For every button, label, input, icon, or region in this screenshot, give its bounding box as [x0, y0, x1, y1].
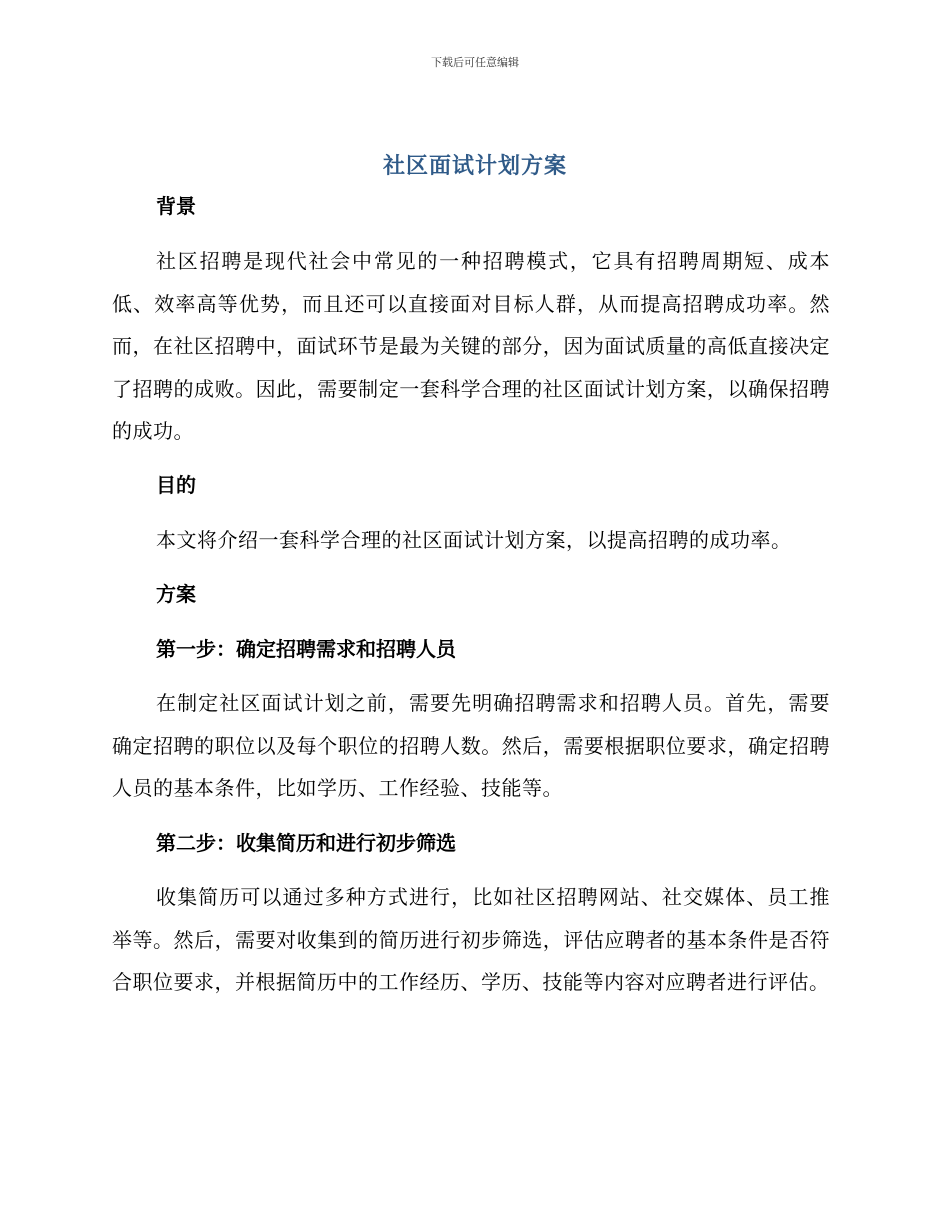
paragraph-step-one: 在制定社区面试计划之前，需要先明确招聘需求和招聘人员。首先，需要确定招聘的职位以及每个职位的招聘人数。然后，需要根据职位要求，确定招聘人员的基本条件，比如学历、工作经验、技能等。 [112, 691, 830, 800]
heading-purpose: 目的 [156, 473, 196, 497]
heading-step-one: 第一步：确定招聘需求和招聘人员 [156, 637, 456, 661]
heading-step-two: 第二步：收集简历和进行初步筛选 [156, 831, 456, 855]
header-note: 下载后可任意编辑 [431, 56, 519, 69]
document-title: 社区面试计划方案 [382, 154, 567, 179]
paragraph-purpose: 本文将介绍一套科学合理的社区面试计划方案，以提高招聘的成功率。 [156, 528, 792, 552]
paragraph-background: 社区招聘是现代社会中常见的一种招聘模式，它具有招聘周期短、成本低、效率高等优势，而且还可以直接面对目标人群，从而提高招聘成功率。然而，在社区招聘中，面试环节是最为关键的部分，因为面试质量的高低直接决定了招聘的成败。因此，需要制定一套科学合理的社区面试计划方案，以确保招聘的成功。 [112, 249, 830, 443]
heading-plan: 方案 [156, 582, 196, 606]
paragraph-step-two: 收集简历可以通过多种方式进行，比如社区招聘网站、社交媒体、员工推举等。然后，需要对收集到的简历进行初步筛选，评估应聘者的基本条件是否符合职位要求，并根据简历中的工作经历、学历、技能等内容对应聘者进行评估。 [112, 885, 830, 994]
heading-background: 背景 [156, 194, 196, 218]
